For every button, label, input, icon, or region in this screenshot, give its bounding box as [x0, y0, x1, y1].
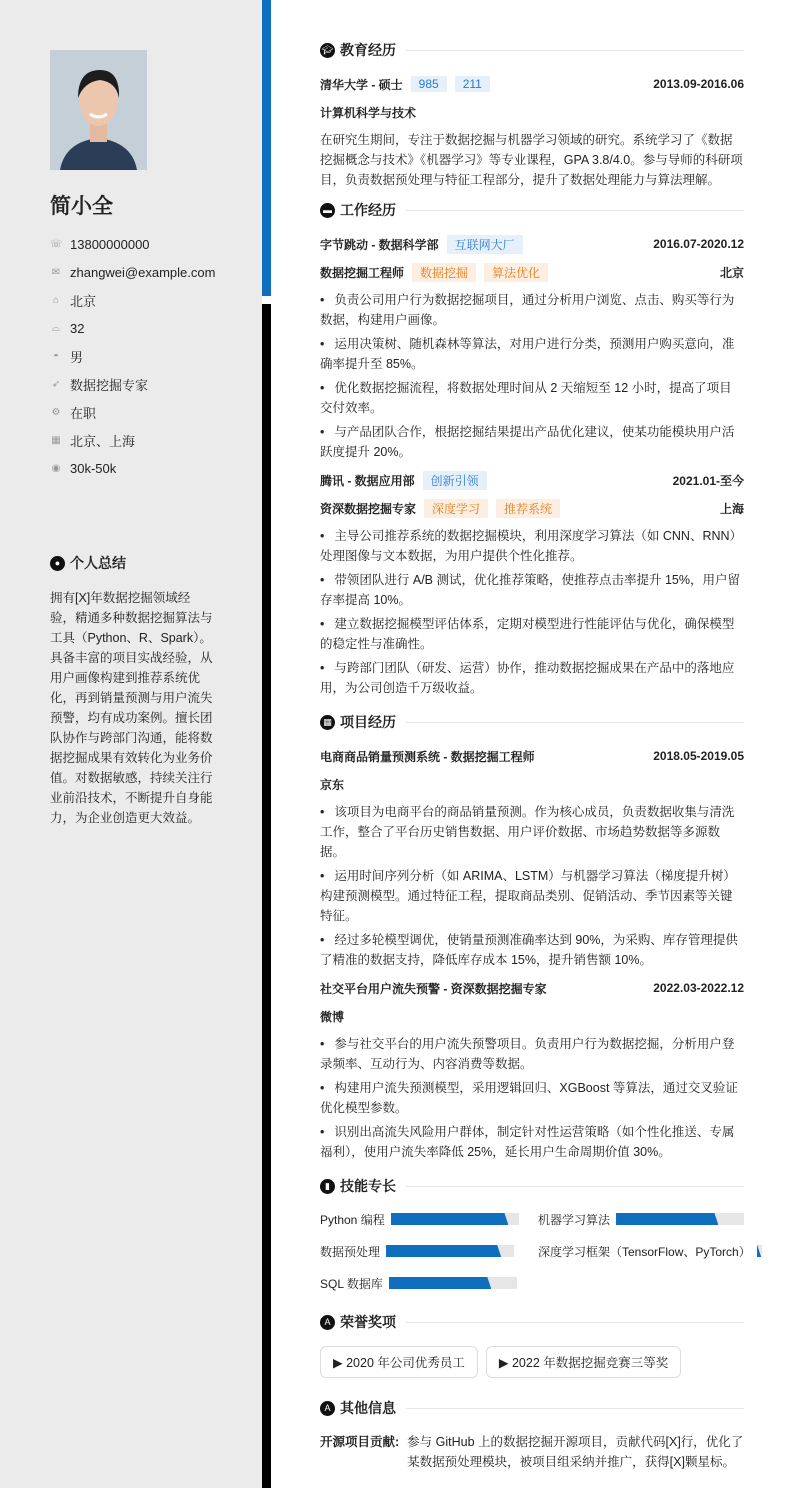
cake-icon: ⌓ [52, 322, 60, 334]
section-title: 工作经历 [340, 202, 396, 218]
skill-bar [757, 1245, 762, 1257]
divider [406, 1186, 744, 1187]
skill-name: 深度学习框架（TensorFlow、PyTorch） [538, 1244, 751, 1259]
list-item: • 识别出高流失风险用户群体，制定针对性运营策略（如个性化推送、专属福利），使用户流失率降低 25%，延长用户生命周期价值 30%。 [320, 1122, 744, 1162]
list-item: • 与跨部门团队（研发、运营）协作，推动数据挖掘成果在产品中的落地应用，为公司创造千万级收益。 [320, 658, 744, 698]
info-row [50, 454, 215, 482]
gear-icon: ⚙ [51, 406, 61, 418]
info-text: 32 [70, 320, 85, 336]
skill [320, 1210, 520, 1228]
building-icon: ▦ [51, 434, 61, 446]
profile-photo [50, 50, 147, 170]
skill-bar [616, 1213, 744, 1225]
summary-text: 拥有[X]年数据挖掘领域经验，精通多种数据挖掘算法与工具（Python、R、Spark）。具备丰富的项目实战经验，从用户画像构建到推荐系统优化，再到销量预测与用户流失预警，均有成功案例。擅长团队协作与跨部门沟通，能将数据挖掘成果有效转化为业务价值。对数据敏感，持续关注行业前沿技术，不断提升自身能力，为企业创造更大效益。 [50, 591, 213, 825]
user-icon: ● [50, 556, 65, 571]
list-item: • 运用决策树、随机森林等算法，对用户进行分类，预测用户购买意向，准确率提升至 85%。 [320, 334, 744, 374]
triangle-right-icon: ▶ [498, 1356, 512, 1370]
skill [320, 1274, 520, 1292]
skill-bar-fill [389, 1277, 491, 1289]
info-row [50, 314, 215, 342]
skill-bar [386, 1245, 514, 1257]
skill-bar [389, 1277, 517, 1289]
gender-icon: ◓ [52, 350, 60, 362]
grid-icon: ▦ [320, 715, 335, 730]
skill-tag: 推荐系统 [496, 499, 560, 518]
school: 清华大学 - 硕士 [320, 77, 403, 92]
skill-name: 数据预处理 [320, 1244, 381, 1259]
list-item: • 参与社交平台的用户流失预警项目。负责用户行为数据挖掘，分析用户登录频率、互动行为、内容消费等数据。 [320, 1034, 744, 1074]
award-item[interactable] [486, 1346, 681, 1378]
project-entry [320, 978, 744, 1162]
skill-tag: 数据挖掘 [412, 263, 476, 282]
summary-title: 个人总结 [70, 555, 126, 571]
section-title: 其他信息 [340, 1400, 396, 1416]
info-text: 北京、上海 [70, 433, 136, 449]
company: 字节跳动 - 数据科学部 [320, 237, 439, 252]
list-item: • 该项目为电商平台的商品销量预测。作为核心成员，负责数据收集与清洗工作，整合了平台历史销售数据、用户评价数据、市场趋势数据等多源数据。 [320, 802, 744, 862]
skill-name: SQL 数据库 [320, 1276, 383, 1291]
other-text: 参与 GitHub 上的数据挖掘开源项目，贡献代码[X]行，优化了某数据预处理模块，被项目组采纳并推广，获得[X]颗星标。 [407, 1435, 744, 1469]
contact-info [50, 230, 215, 482]
education-desc: 在研究生期间，专注于数据挖掘与机器学习领域的研究。系统学习了《数据挖掘概念与技术》《机器学习》等专业课程，GPA 3.8/4.0。参与导师的科研项目，负责数据预处理与特征工程部分，提升了数据处理能力与算法理解。 [320, 133, 743, 187]
divider [406, 210, 744, 211]
list-item: • 运用时间序列分析（如 ARIMA、LSTM）与机器学习算法（梯度提升树）构建预测模型。通过特征工程，提取商品类别、促销活动、季节因素等关键特征。 [320, 866, 744, 926]
divider [406, 1322, 744, 1323]
skill-tag: 深度学习 [424, 499, 488, 518]
list-item: • 负责公司用户行为数据挖掘项目，通过分析用户浏览、点击、购买等行为数据，构建用户画像。 [320, 290, 744, 330]
info-row [50, 426, 215, 454]
section-title: 教育经历 [340, 42, 396, 58]
skill [538, 1242, 762, 1260]
skill-name: Python 编程 [320, 1212, 385, 1227]
info-text: 13800000000 [70, 236, 150, 252]
info-row [50, 370, 215, 398]
section-title: 荣誉奖项 [340, 1314, 396, 1330]
tag: 985 [411, 76, 447, 92]
money-icon: ◉ [51, 462, 61, 474]
skill-name: 机器学习算法 [538, 1212, 611, 1227]
list-item: • 经过多轮模型调优，使销量预测准确率达到 90%，为采购、库存管理提供了精准的数据支持，降低库存成本 15%，提升销售额 10%。 [320, 930, 744, 970]
divider [406, 1408, 744, 1409]
tag: 211 [455, 76, 490, 92]
date: 2021.01-至今 [672, 473, 744, 488]
skill-bar-fill [386, 1245, 501, 1257]
other-heading [320, 1398, 744, 1418]
send-icon: ➶ [51, 378, 61, 390]
award-label: 2020 年公司优秀员工 [346, 1356, 465, 1370]
info-row [50, 230, 215, 258]
award-item[interactable] [320, 1346, 478, 1378]
skills-heading [320, 1176, 744, 1196]
skill-bar [391, 1213, 519, 1225]
skill-bar-fill [757, 1245, 762, 1257]
org: 京东 [320, 777, 345, 792]
divider [406, 722, 744, 723]
skill [538, 1210, 762, 1228]
date: 2018.05-2019.05 [653, 749, 744, 763]
list-item: • 主导公司推荐系统的数据挖掘模块，利用深度学习算法（如 CNN、RNN）处理图像与文本数据，为用户提供个性化推荐。 [320, 526, 744, 566]
city: 北京 [719, 265, 744, 280]
date: 2022.03-2022.12 [653, 981, 744, 995]
project-name: 社交平台用户流失预警 - 资深数据挖掘专家 [320, 981, 547, 996]
info-row [50, 342, 215, 370]
accent-bar [262, 0, 271, 296]
info-row [50, 258, 215, 286]
candidate-name: 简小全 [50, 195, 113, 218]
work-heading [320, 200, 744, 220]
list-item: • 带领团队进行 A/B 测试，优化推荐策略，使推荐点击率提升 15%，用户留存率提高 10%。 [320, 570, 744, 610]
mail-icon: ✉ [51, 266, 61, 278]
info-text: zhangwei@example.com [70, 264, 216, 280]
info-text: 30k-50k [70, 460, 117, 476]
info-row [50, 286, 215, 314]
other-info [320, 1432, 744, 1472]
list-item: • 与产品团队合作，根据挖掘结果提出产品优化建议，使某功能模块用户活跃度提升 20%。 [320, 422, 744, 462]
role: 资深数据挖掘专家 [320, 501, 417, 516]
list-item: • 建立数据挖掘模型评估体系，定期对模型进行性能评估与优化，确保模型的稳定性与准确性。 [320, 614, 744, 654]
job-entry [320, 470, 744, 698]
main-content [320, 40, 751, 1472]
briefcase-icon: ▬ [320, 203, 335, 218]
divider-bar [262, 304, 271, 1488]
skill-tag: 算法优化 [484, 263, 548, 282]
other-label: 开源项目贡献: [320, 1435, 400, 1449]
info-icon: A [320, 1401, 335, 1416]
triangle-right-icon: ▶ [333, 1356, 347, 1370]
projects-heading [320, 712, 744, 732]
bar-chart-icon: ▮ [320, 1179, 335, 1194]
project-entry [320, 746, 744, 970]
award-icon: A [320, 1315, 335, 1330]
divider [406, 50, 744, 51]
city: 上海 [719, 501, 744, 516]
summary-heading [50, 553, 126, 573]
tag: 创新引领 [423, 471, 487, 490]
skill [320, 1242, 520, 1260]
info-text: 男 [70, 349, 84, 365]
org: 微博 [320, 1009, 345, 1024]
award-label: 2022 年数据挖掘竞赛三等奖 [511, 1356, 669, 1370]
company: 腾讯 - 数据应用部 [320, 473, 415, 488]
info-text: 在职 [70, 405, 97, 421]
list-item: • 构建用户流失预测模型，采用逻辑回归、XGBoost 等算法，通过交叉验证优化模型参数。 [320, 1078, 744, 1118]
project-name: 电商商品销量预测系统 - 数据挖掘工程师 [320, 749, 535, 764]
section-title: 项目经历 [340, 714, 396, 730]
skill-bar-fill [391, 1213, 509, 1225]
skill-bar-fill [616, 1213, 718, 1225]
list-item: • 优化数据挖掘流程，将数据处理时间从 2 天缩短至 12 小时，提高了项目交付效率。 [320, 378, 744, 418]
awards-heading [320, 1312, 744, 1332]
job-entry [320, 234, 744, 462]
major: 计算机科学与技术 [320, 105, 417, 120]
graduation-cap-icon: 🎓︎ [320, 43, 335, 58]
info-row [50, 398, 215, 426]
section-title: 技能专长 [340, 1178, 396, 1194]
education-heading [320, 40, 744, 60]
home-icon: ⌂ [52, 294, 60, 306]
date: 2016.07-2020.12 [653, 237, 744, 251]
info-text: 北京 [70, 293, 97, 309]
phone-icon: ☏ [50, 238, 63, 250]
role: 数据挖掘工程师 [320, 265, 405, 280]
info-text: 数据挖掘专家 [70, 377, 149, 393]
tag: 互联网大厂 [447, 235, 523, 254]
date: 2013.09-2016.06 [653, 77, 744, 91]
